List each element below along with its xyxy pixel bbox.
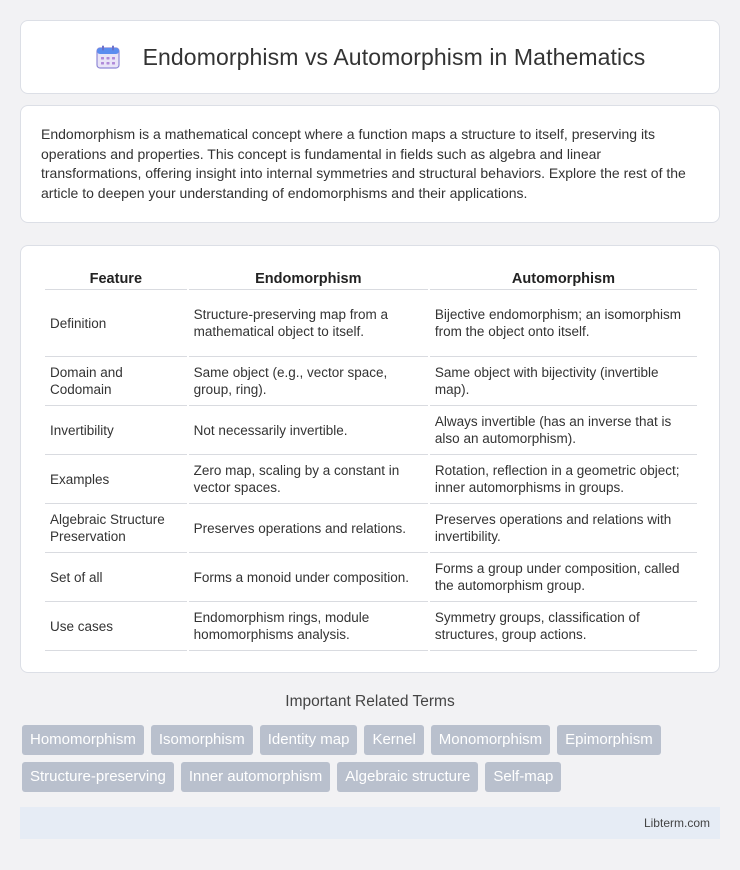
row-automorphism: Symmetry groups, classification of structures, group actions.: [430, 602, 697, 651]
row-endomorphism: Same object (e.g., vector space, group, ring).: [189, 357, 428, 406]
tag-homomorphism[interactable]: Homomorphism: [22, 725, 144, 755]
comparison-card: [20, 245, 720, 673]
tag-identity-map[interactable]: Identity map: [260, 725, 358, 755]
related-terms-title: Important Related Terms: [285, 693, 455, 710]
table-row: [45, 290, 697, 357]
intro-card: [20, 105, 720, 223]
intro-text: Endomorphism is a mathematical concept where a function maps a structure to itself, preserving its operations and properties. This concept is fundamental in fields such as algebra and linear transformations, offering insight into internal symmetries and structural behaviors. Explore the rest of the article to deepen your understanding of endomorphisms and their applications.: [41, 126, 686, 201]
table-row: [45, 553, 697, 602]
tag-self-map[interactable]: Self-map: [485, 762, 561, 792]
row-feature: Examples: [45, 455, 187, 504]
page-title: Endomorphism vs Automorphism in Mathematics: [142, 43, 646, 70]
tag-structure-preserving[interactable]: Structure-preserving: [22, 762, 174, 792]
table-row: [45, 357, 697, 406]
row-automorphism: Same object with bijectivity (invertible map).: [430, 357, 697, 406]
header-feature: Feature: [45, 266, 187, 290]
row-endomorphism: Forms a monoid under composition.: [189, 553, 428, 602]
comparison-table: [43, 266, 699, 651]
header-endomorphism: Endomorphism: [189, 266, 428, 290]
row-feature: Definition: [45, 290, 187, 357]
row-feature: Algebraic Structure Preservation: [45, 504, 187, 553]
row-automorphism: Always invertible (has an inverse that is also an automorphism).: [430, 406, 697, 455]
row-endomorphism: Not necessarily invertible.: [189, 406, 428, 455]
header-automorphism: Automorphism: [430, 266, 697, 290]
table-row: [45, 602, 697, 651]
table-row: [45, 504, 697, 553]
row-feature: Domain and Codomain: [45, 357, 187, 406]
tag-row: [22, 762, 722, 792]
row-automorphism: Bijective endomorphism; an isomorphism from the object onto itself.: [430, 290, 697, 357]
row-endomorphism: Endomorphism rings, module homomorphisms analysis.: [189, 602, 428, 651]
footer: [20, 807, 720, 839]
footer-site-link[interactable]: Libterm.com: [643, 816, 710, 830]
tag-kernel[interactable]: Kernel: [364, 725, 423, 755]
calendar-icon: [95, 44, 121, 70]
tag-monomorphism[interactable]: Monomorphism: [431, 725, 550, 755]
row-automorphism: Preserves operations and relations with invertibility.: [430, 504, 697, 553]
tag-row: [22, 725, 722, 755]
header-card: [20, 20, 720, 94]
table-row: [45, 455, 697, 504]
tag-epimorphism[interactable]: Epimorphism: [557, 725, 661, 755]
row-automorphism: Forms a group under composition, called the automorphism group.: [430, 553, 697, 602]
table-row: [45, 406, 697, 455]
tag-algebraic-structure[interactable]: Algebraic structure: [337, 762, 478, 792]
row-automorphism: Rotation, reflection in a geometric object; inner automorphisms in groups.: [430, 455, 697, 504]
tag-inner-automorphism[interactable]: Inner automorphism: [181, 762, 330, 792]
row-feature: Use cases: [45, 602, 187, 651]
tag-isomorphism[interactable]: Isomorphism: [151, 725, 253, 755]
row-endomorphism: Structure-preserving map from a mathematical object to itself.: [189, 290, 428, 357]
row-feature: Set of all: [45, 553, 187, 602]
related-terms: [22, 725, 722, 799]
row-endomorphism: Zero map, scaling by a constant in vector spaces.: [189, 455, 428, 504]
row-feature: Invertibility: [45, 406, 187, 455]
row-endomorphism: Preserves operations and relations.: [189, 504, 428, 553]
